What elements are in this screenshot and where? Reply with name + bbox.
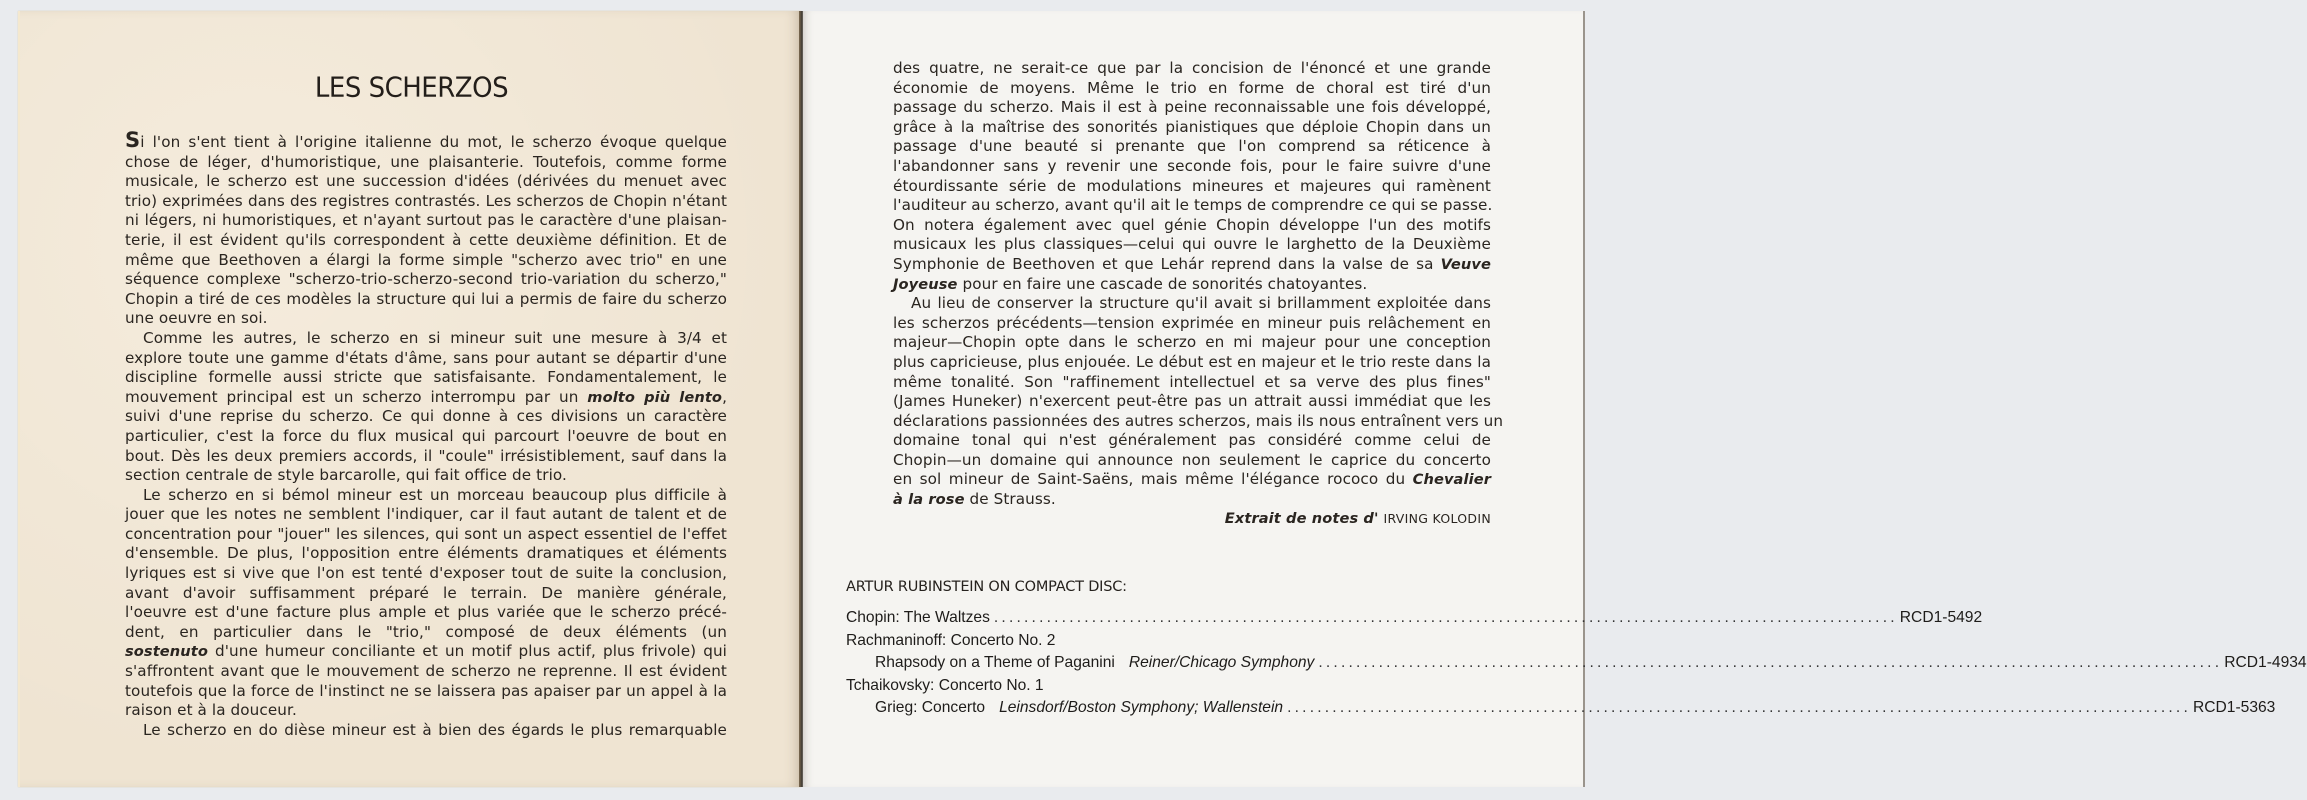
text-segment: dent, en particulier dans le "trio," composé de deux éléments (un — [125, 622, 727, 641]
text-line — [893, 118, 1491, 138]
text-line — [893, 314, 1491, 334]
entry-catalog-number: RCD1-5363 — [2193, 699, 2276, 716]
text-segment: On notera également avec quel génie Chopin développe l'un des motifs — [893, 215, 1491, 234]
text-line — [125, 447, 727, 467]
text-segment: grâce à la maîtrise des sonorités pianistiques que déploie Chopin dans un — [893, 117, 1491, 136]
drop-cap: S — [125, 128, 141, 152]
italic-term: à la rose — [893, 491, 965, 509]
page-title: LES SCHERZOS — [314, 72, 509, 104]
text-segment: concentration pour "jouer" les silences, qui sont un aspect essentiel de l'effet — [125, 524, 727, 543]
text-line — [893, 255, 1491, 275]
text-segment: Chopin a tiré de ces modèles la structure qui lui a permis de faire du scherzo — [125, 289, 727, 308]
text-segment: une oeuvre en soi. — [125, 309, 268, 328]
discography-heading: ARTUR RUBINSTEIN ON COMPACT DISC: — [846, 579, 1127, 595]
text-segment: étourdissante série de modulations mineures et majeures qui ramènent — [893, 176, 1491, 195]
text-line — [125, 290, 727, 310]
text-segment: discipline formelle aussi stricte que satisfaisante. Fondamentalement, le — [125, 368, 727, 387]
text-line — [893, 196, 1491, 216]
text-segment: de Strauss. — [964, 490, 1056, 509]
text-line — [125, 721, 727, 741]
text-segment: toutefois que la force de l'instinct ne se laissera pas apaiser par un appel à la — [125, 681, 727, 700]
text-line — [893, 353, 1491, 373]
text-segment: avant d'avoir suffisamment préparé le terrain. De manière générale, — [125, 583, 727, 602]
text-line — [125, 427, 727, 447]
text-segment: (James Huneker) n'exercent peut-être pas un attrait aussi immédiat que les — [893, 392, 1491, 411]
text-line — [893, 235, 1491, 255]
text-segment: les scherzos précédents—tension exprimée en mineur puis relâchement en — [893, 313, 1491, 332]
entry-work: Rachmaninoff: Concerto No. 2 — [846, 631, 1056, 649]
discography-entry — [846, 677, 1516, 700]
text-line — [893, 470, 1491, 490]
text-segment: s'affrontent avant que le mouvement de scherzo ne reprenne. Il est évident — [125, 662, 727, 681]
text-segment: Au lieu de conserver la structure qu'il avait si brillamment exploitée dans — [911, 294, 1491, 313]
text-segment: en sol mineur de Saint-Saëns, mais même l'élégance rococo du — [893, 470, 1413, 489]
text-line — [125, 505, 727, 525]
text-segment: chose de léger, d'humoristique, une plaisanterie. Toutefois, comme forme — [125, 152, 727, 171]
text-line — [125, 329, 727, 349]
text-line — [125, 231, 727, 251]
attribution — [893, 509, 1491, 529]
text-line — [125, 153, 727, 173]
italic-term: molto più lento — [587, 388, 723, 406]
italic-term: Chevalier — [1412, 471, 1491, 489]
text-line — [125, 172, 727, 192]
text-line — [125, 584, 727, 604]
discography-entry — [846, 609, 1983, 632]
text-segment: explore toute une gamme d'états d'âme, sans pour autant se départir d'une — [125, 348, 727, 367]
text-segment: , — [722, 387, 728, 406]
text-segment: Comme les autres, le scherzo en si mineur suit une mesure à 3/4 et — [143, 328, 727, 347]
attribution-author: IRVING KOLODIN — [1383, 511, 1491, 526]
discography — [846, 579, 2307, 722]
dot-leader: ........................................................................................................................ — [1287, 699, 2192, 716]
text-segment: bout. Dès les deux premiers accords, il "coule" irrésistiblement, sauf dans la — [125, 446, 727, 465]
left-page — [18, 11, 801, 787]
italic-term: sostenuto — [125, 643, 208, 661]
text-line — [893, 431, 1491, 451]
text-line — [125, 349, 727, 369]
text-line — [125, 544, 727, 564]
text-line — [893, 79, 1491, 99]
text-line — [125, 368, 727, 388]
entry-catalog-number: RCD1-5492 — [1899, 609, 1983, 626]
text-line — [125, 192, 727, 212]
text-line — [893, 451, 1491, 471]
text-segment: jouer que les notes ne semblent l'indiquer, car il faut autant de talent et de — [125, 505, 727, 524]
text-line — [125, 128, 727, 153]
text-segment: même tonalité. Son "raffinement intellectuel et sa verve des plus fines" — [893, 372, 1491, 391]
text-segment: majeur—Chopin opte dans le scherzo en mi majeur pour une conception — [893, 333, 1491, 352]
text-line — [893, 333, 1491, 353]
dot-leader: ........................................................................................................................ — [993, 609, 1898, 626]
text-line — [893, 373, 1491, 393]
attribution-line — [893, 509, 1491, 529]
text-segment: mouvement principal est un scherzo interrompu par un — [125, 387, 588, 406]
text-segment: raison et à la douceur. — [125, 701, 297, 720]
text-line — [125, 682, 727, 702]
text-segment: musicale, le scherzo est une succession d'idées (dérivées du menuet avec — [125, 172, 727, 191]
discography-entry — [846, 632, 1516, 655]
text-line — [125, 525, 727, 545]
discography-list — [846, 609, 2307, 722]
text-segment: terie, il est évident qu'ils correspondent à cette deuxième définition. Et de — [125, 230, 727, 249]
text-line — [125, 486, 727, 506]
text-segment: Chopin—un domaine qui announce non seulement le caprice du concerto — [893, 450, 1491, 469]
text-segment: Le scherzo en do dièse mineur est à bien des égards le plus remarquable — [143, 720, 727, 739]
text-line — [893, 157, 1491, 177]
text-line — [893, 490, 1491, 510]
text-segment: particulier, c'est la force du flux musical qui parcourt l'oeuvre de bout en — [125, 426, 727, 445]
text-line — [125, 270, 727, 290]
text-segment: économie de moyens. Même le trio en forme de choral est tiré d'un — [893, 78, 1491, 97]
discography-entry — [846, 654, 2307, 677]
text-line — [893, 59, 1491, 79]
text-line — [125, 251, 727, 271]
text-segment: d'une humeur conciliante et un motif plus actif, plus frivole) qui — [207, 642, 727, 661]
text-line — [893, 216, 1491, 236]
entry-performers: Leinsdorf/Boston Symphony; Wallenstein — [999, 699, 1284, 716]
text-segment: musicaux les plus classiques—celui qui ouvre le larghetto de la Deuxième — [893, 235, 1491, 254]
text-segment: d'ensemble. De plus, l'opposition entre éléments dramatiques et éléments — [125, 544, 727, 563]
text-line — [893, 98, 1491, 118]
text-segment: même que Beethoven a élargi la forme simple "scherzo avec trio" en une — [125, 250, 727, 269]
text-segment: i l'on s'ent tient à l'origine italienne du mot, le scherzo évoque quelque — [140, 133, 727, 151]
text-segment: Le scherzo en si bémol mineur est un morceau beaucoup plus difficile à — [143, 485, 727, 504]
text-line — [125, 388, 727, 408]
text-line — [125, 642, 727, 662]
dot-leader: ........................................................................................................................ — [1318, 654, 2223, 671]
text-segment: trio) exprimées dans des registres contrastés. Les scherzos de Chopin n'étant — [125, 191, 727, 210]
italic-term: Veuve — [1440, 255, 1491, 273]
text-segment: plus capricieuse, plus enjouée. Le début est en majeur et le trio reste dans la — [893, 352, 1491, 371]
text-segment: Symphonie de Beethoven et que Lehár reprend dans la valse de sa — [893, 254, 1441, 273]
text-segment: séquence complexe "scherzo-trio-scherzo-second trio-variation du scherzo," — [125, 270, 727, 289]
text-line — [125, 701, 727, 721]
left-page-body — [125, 128, 728, 740]
text-line — [893, 275, 1491, 295]
text-line — [125, 623, 727, 643]
text-line — [125, 603, 727, 623]
entry-work: Rhapsody on a Theme of Paganini — [875, 654, 1115, 671]
text-segment: l'oeuvre est d'une facture plus ample et plus variée que le scherzo précé- — [125, 603, 727, 622]
text-segment: l'auditeur au scherzo, avant qu'il ait le temps de comprendre ce qui se passe. — [893, 196, 1493, 215]
right-page-body — [893, 59, 1504, 510]
entry-work: Grieg: Concerto — [875, 699, 986, 716]
text-line — [125, 211, 727, 231]
text-line — [125, 466, 727, 486]
right-page — [803, 11, 2307, 787]
text-segment: section centrale de style barcarolle, qui fait office de trio. — [125, 466, 567, 485]
text-line — [125, 564, 727, 584]
entry-work: Chopin: The Waltzes — [846, 609, 990, 626]
text-segment: lyriques est si vive que l'on est tenté d'exposer tout de suite la conclusion, — [125, 564, 727, 583]
text-line — [125, 662, 727, 682]
text-line — [893, 177, 1491, 197]
text-segment: passage d'une beauté si prenante que l'on comprend sa réticence à — [893, 137, 1491, 156]
text-segment: déclarations passionnées des autres scherzos, mais ils nous entraînent vers un — [893, 411, 1504, 430]
text-line — [893, 392, 1491, 412]
entry-catalog-number: RCD1-4934 — [2224, 654, 2307, 671]
text-segment: l'abandonner sans y revenir une seconde fois, pour le faire suivre d'une — [893, 156, 1491, 175]
entry-work: Tchaikovsky: Concerto No. 1 — [846, 676, 1044, 694]
attribution-prefix: Extrait de notes d' — [1224, 510, 1379, 527]
text-segment: domaine tonal qui n'est généralement pas considéré comme celui de — [893, 431, 1491, 450]
text-line — [893, 294, 1491, 314]
text-line — [125, 309, 727, 329]
entry-performers: Reiner/Chicago Symphony — [1128, 654, 1315, 671]
text-segment: pour en faire une cascade de sonorités chatoyantes. — [957, 274, 1368, 293]
text-segment: ni légers, ni humoristiques, et n'ayant surtout pas le caractère d'une plaisan- — [125, 211, 727, 230]
text-segment: des quatre, ne serait-ce que par la concision de l'énoncé et une grande — [893, 59, 1491, 77]
text-segment: suivi d'une reprise du scherzo. Ce qui donne à ces divisions un caractère — [125, 407, 727, 426]
text-line — [893, 137, 1491, 157]
italic-term: Joyeuse — [893, 275, 958, 293]
text-segment: passage du scherzo. Mais il est à peine reconnaissable une fois développé, — [893, 98, 1491, 117]
discography-entry — [846, 699, 2276, 722]
text-line — [893, 411, 1504, 432]
text-line — [125, 407, 727, 427]
